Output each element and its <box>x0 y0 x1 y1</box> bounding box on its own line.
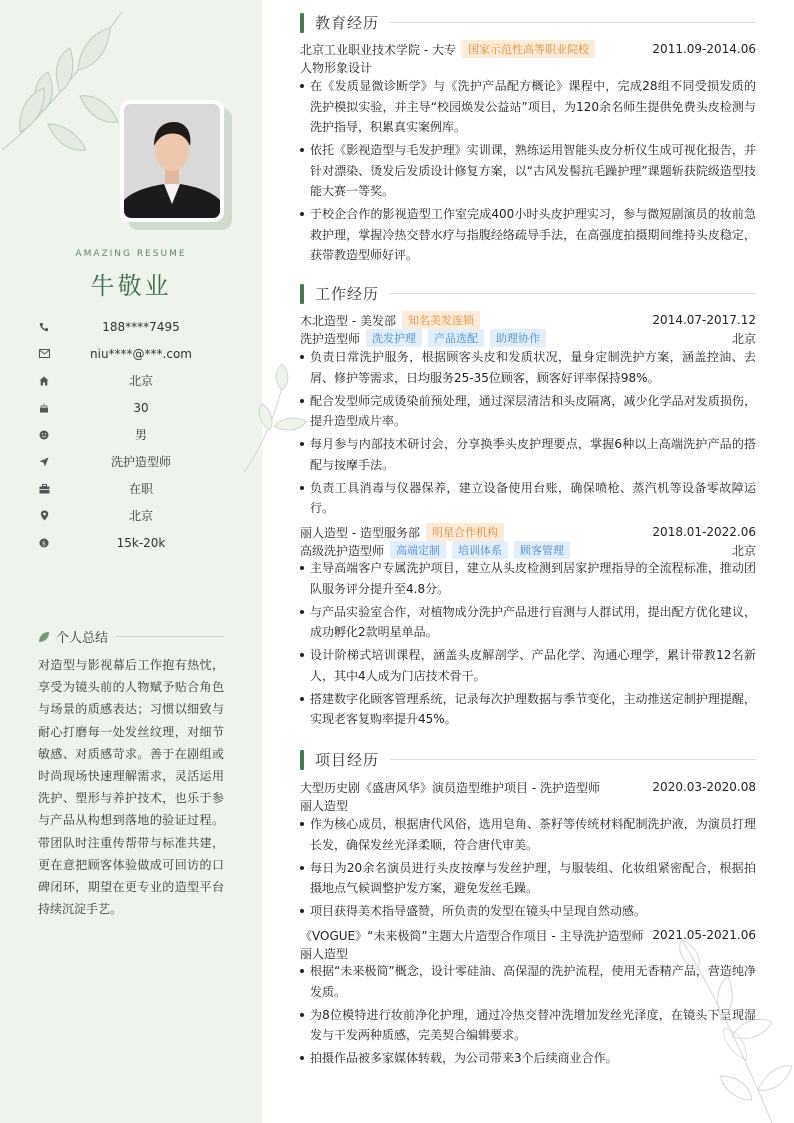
info-age <box>38 394 238 421</box>
list-item: 于校企合作的影视造型工作室完成400小时头皮护理实习，参与微短剧演员的妆前急救护理，掌握冷热交替水疗与指腹经络疏导手法，在高强度拍摄期间维持头皮稳定，获带教造型师好评。 <box>300 204 756 266</box>
education-heading <box>300 12 756 33</box>
info-salary <box>38 529 238 556</box>
info-status <box>38 475 238 502</box>
education-entry-header <box>300 40 756 58</box>
info-position <box>38 448 238 475</box>
project-2-name: 《VOGUE》“未来极简”主题大片造型合作项目 - 主导洗护造型师 <box>300 928 644 943</box>
project-1-bullets <box>300 814 756 924</box>
job-2-header <box>300 523 756 541</box>
list-item: 搭建数字化顾客管理系统，记录每次护理数据与季节变化，主动推送定制护理提醒，实现老客复购率提升45%。 <box>300 689 756 730</box>
job-2-bullets <box>300 558 756 732</box>
list-item: 主导高端客户专属洗护项目，建立从头皮检测到居家护理指导的全流程标准，推动团队服务评分提升至4.8分。 <box>300 558 756 599</box>
job-2-role-tag: 高端定制 <box>390 541 446 559</box>
education-bullets <box>300 76 756 268</box>
job-2-role-tag: 培训体系 <box>452 541 508 559</box>
job-1-role-tag: 产品选配 <box>428 329 484 347</box>
location-value: 北京 <box>128 509 153 523</box>
age-value: 30 <box>133 400 149 415</box>
education-date: 2011.09-2014.06 <box>652 42 756 56</box>
leaf-decoration-icon <box>0 0 140 170</box>
job-2-company-tag: 明星合作机构 <box>426 523 504 541</box>
leaf-decoration-icon <box>662 940 794 1123</box>
resume-tagline: AMAZING RESUME <box>75 249 187 259</box>
leaf-icon <box>38 631 50 643</box>
info-phone <box>38 313 238 340</box>
list-item: 负责日常洗护服务，根据顾客头皮和发质状况，量身定制洗护方案，涵盖控油、去屑、修护等需求，日均服务25-35位顾客，顾客好评率保持98%。 <box>300 347 756 388</box>
job-1-role: 洗护造型师 <box>300 331 361 346</box>
list-item: 为8位模特进行妆前净化护理，通过冷热交替冲洗增加发丝光泽度，在镜头下呈现湿发与干发两种质感，完美契合编辑要求。 <box>300 1005 756 1046</box>
list-item: 每日为20余名演员进行头皮按摩与发丝护理，与服装组、化妆组紧密配合，根据拍摄地点气候调整护发方案，避免发丝毛躁。 <box>300 858 756 899</box>
project-2-org: 丽人造型 <box>300 946 349 961</box>
summary-heading <box>38 627 224 646</box>
gender-value: 男 <box>134 428 147 442</box>
projects-title: 项目经历 <box>315 751 380 769</box>
work-heading <box>300 283 756 304</box>
info-hometown <box>38 367 238 394</box>
email-value: niu****@***.com <box>90 346 192 361</box>
list-item: 与产品实验室合作，对植物成分洗护产品进行盲测与人群试用，提出配方优化建议，成功孵化2款明星单品。 <box>300 602 756 643</box>
school-tag: 国家示范性高等职业院校 <box>462 40 595 58</box>
list-item: 作为核心成员，根据唐代风俗，选用皂角、茶籽等传统材料配制洗护液，为演员打理长发，确保发丝光泽柔顺，符合唐代审美。 <box>300 814 756 855</box>
summary-text: 对造型与影视幕后工作抱有热忱，享受为镜头前的人物赋予贴合角色与场景的质感表达；习惯以细致与耐心打磨每一处发丝纹理，对细节敏感、对质感苛求。善于在剧组或时尚现场快速理解需求，灵活运用洗护、塑形与养护技术，也乐于参与产品从构想到落地的验证过程。带团队时注重传帮带与标准共建，更在意把顾客体验做成可回访的口碑闭环，期望在更专业的造型平台持续沉淀手艺。 <box>38 658 224 917</box>
avatar <box>124 104 220 218</box>
svg-text:$: $ <box>41 538 47 547</box>
position-value: 洗护造型师 <box>110 455 171 469</box>
main-content <box>262 0 794 1123</box>
project-1-org: 丽人造型 <box>300 798 349 813</box>
list-item: 负责工具消毒与仪器保养，建立设备使用台账，确保喷枪、蒸汽机等设备零故障运行。 <box>300 478 756 519</box>
job-1-role-tag: 洗发护理 <box>366 329 422 347</box>
education-title: 教育经历 <box>315 14 380 32</box>
info-gender <box>38 421 238 448</box>
major-name: 人物形象设计 <box>300 60 373 75</box>
person-name: 牛敬业 <box>90 272 172 300</box>
info-email <box>38 340 238 367</box>
hometown-value: 北京 <box>128 374 153 388</box>
job-2-city: 北京 <box>731 543 756 558</box>
job-2-role-row <box>300 541 756 559</box>
education-major-row <box>300 58 756 76</box>
job-1-date: 2014.07-2017.12 <box>652 313 756 327</box>
status-value: 在职 <box>128 482 153 496</box>
list-item: 项目获得美术指导盛赞，所负责的发型在镜头中呈现自然动感。 <box>300 901 756 922</box>
list-item: 每月参与内部技术研讨会，分享换季头皮护理要点，掌握6种以上高端洗护产品的搭配与按摩手法。 <box>300 434 756 475</box>
project-1-name: 大型历史剧《盛唐风华》演员造型维护项目 - 洗护造型师 <box>300 780 600 795</box>
list-item: 在《发质显微诊断学》与《洗护产品配方概论》课程中，完成28组不同受损发质的洗护模拟实验，并主导“校园焕发公益站”项目，为120余名师生提供免费头皮检测与洗护指导，积累真实案例库。 <box>300 76 756 138</box>
job-2-company: 丽人造型 - 造型服务部 <box>300 525 420 540</box>
job-2-date: 2018.01-2022.06 <box>652 525 756 539</box>
work-title: 工作经历 <box>315 285 380 303</box>
phone-value: 188****7495 <box>102 319 180 334</box>
job-1-bullets <box>300 347 756 521</box>
profile-photo-frame <box>120 100 224 222</box>
project-1-date: 2020.03-2020.08 <box>652 780 756 794</box>
list-item: 配合发型师完成烫染前预处理，通过深层清洁和头皮隔离，减少化学品对发质损伤，提升造型成片率。 <box>300 391 756 432</box>
job-2-role-tag: 顾客管理 <box>514 541 570 559</box>
job-1-company: 木北造型 - 美发部 <box>300 313 396 328</box>
school-name: 北京工业职业技术学院 - 大专 <box>300 42 456 57</box>
project-1-org-row <box>300 796 756 814</box>
list-item: 设计阶梯式培训课程，涵盖头皮解剖学、产品化学、沟通心理学，累计带教12名新人，其中4人成为门店技术骨干。 <box>300 645 756 686</box>
list-item: 根据“未来极简”概念，设计零硅油、高保湿的洗护流程，使用无香精产品，营造纯净发质。 <box>300 961 756 1002</box>
project-1-header <box>300 778 756 796</box>
list-item: 依托《影视造型与毛发护理》实训课，熟练运用智能头皮分析仪生成可视化报告，并针对漂染、烫发后发质设计修复方案，以“古风发髻抗毛躁护理”课题斩获院级造型技能大赛一等奖。 <box>300 140 756 202</box>
job-1-city: 北京 <box>731 331 756 346</box>
project-2-date: 2021.05-2021.06 <box>652 928 756 942</box>
projects-heading <box>300 749 756 770</box>
info-location <box>38 502 238 529</box>
job-1-header <box>300 311 756 329</box>
list-item: 拍摄作品被多家媒体转载，为公司带来3个后续商业合作。 <box>300 1048 756 1069</box>
job-1-company-tag: 知名美发连锁 <box>402 311 480 329</box>
summary-title: 个人总结 <box>56 631 109 646</box>
job-1-role-row <box>300 329 756 347</box>
salary-value: 15k-20k <box>116 535 166 550</box>
job-2-role: 高级洗护造型师 <box>300 543 385 558</box>
sidebar <box>0 0 262 1123</box>
contact-info-list <box>38 313 238 556</box>
job-1-role-tag: 助理协作 <box>490 329 546 347</box>
